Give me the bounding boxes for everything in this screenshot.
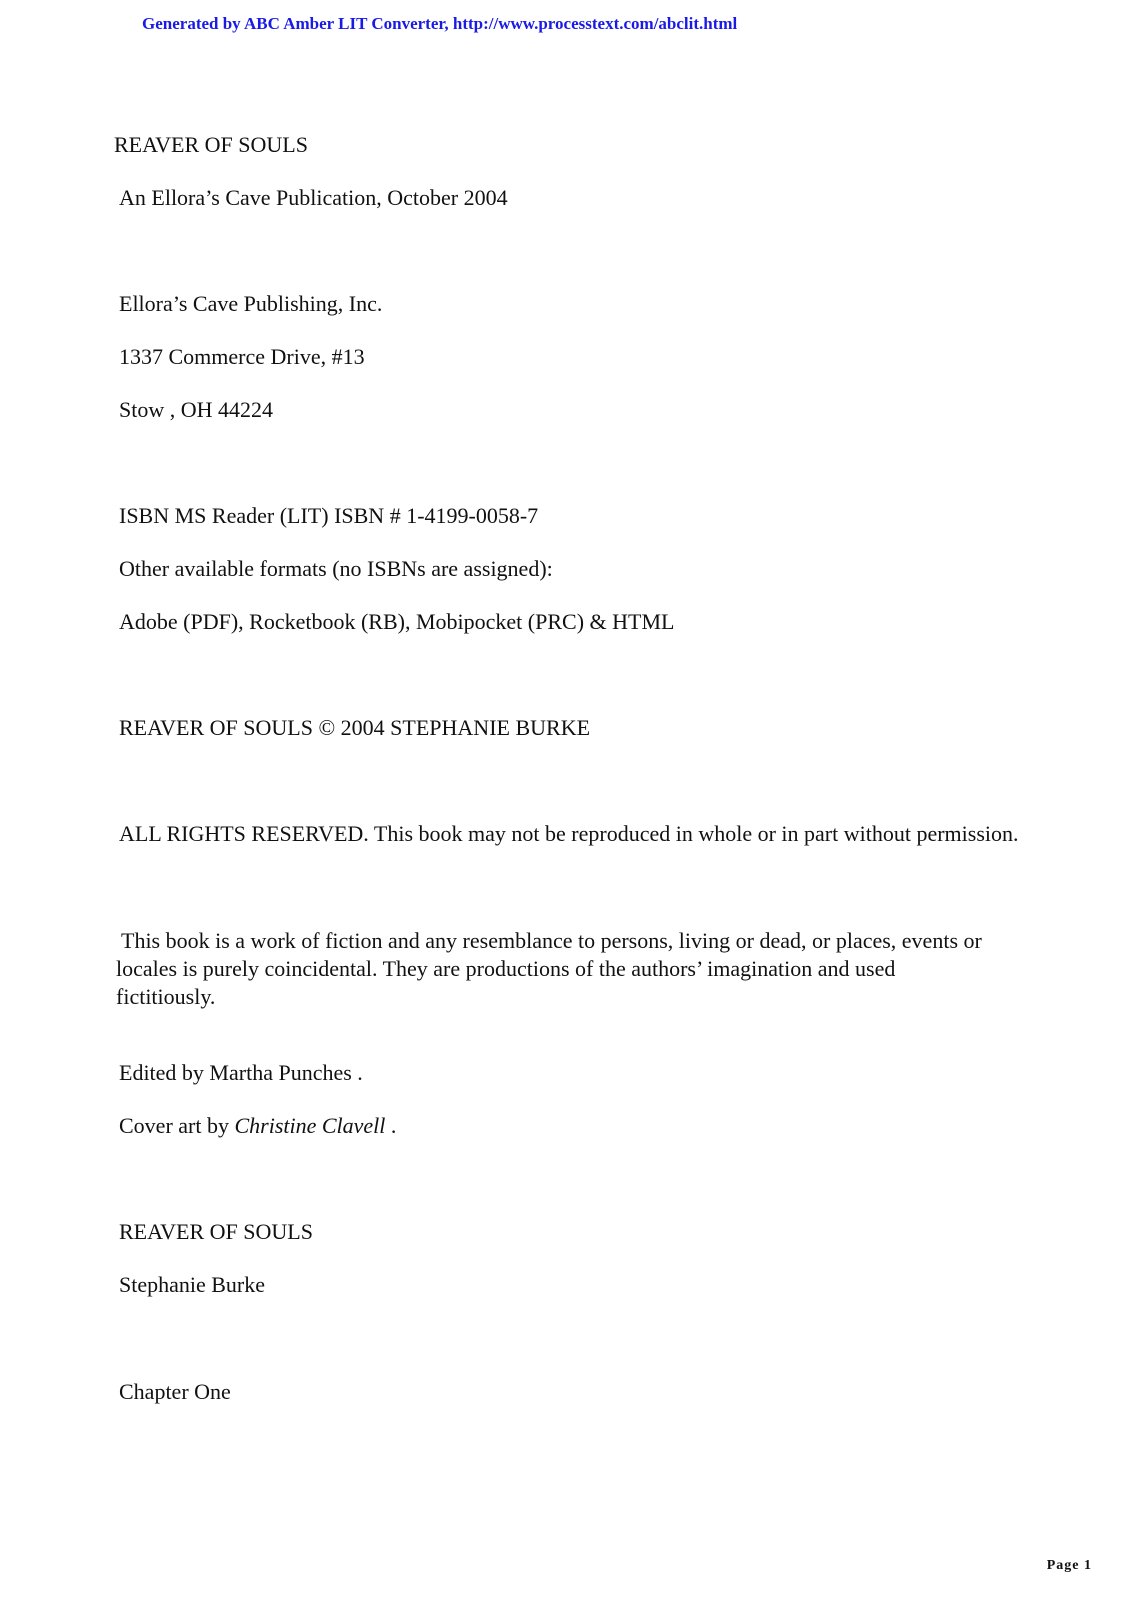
disclaimer-line-1: This book is a work of fiction and any resemblance to persons, living or dead, or places, events or [121, 928, 982, 953]
author-name: Stephanie Burke [119, 1272, 266, 1297]
chapter-heading: Chapter One [119, 1379, 231, 1404]
fiction-disclaimer [116, 927, 996, 1011]
publisher-address-street: 1337 Commerce Drive, #13 [119, 344, 365, 369]
publisher-name: Ellora’s Cave Publishing, Inc. [119, 291, 383, 316]
cover-art-credit [119, 1112, 396, 1140]
editor-credit: Edited by Martha Punches . [119, 1060, 363, 1085]
cover-art-prefix: Cover art by [119, 1113, 235, 1138]
book-title: REAVER OF SOULS [114, 132, 308, 157]
rights-reserved: ALL RIGHTS RESERVED. This book may not be reproduced in whole or in part without permission. [119, 821, 1019, 846]
other-formats-label: Other available formats (no ISBNs are assigned): [119, 556, 553, 581]
publisher-address-city: Stow , OH 44224 [119, 397, 274, 422]
copyright-line: REAVER OF SOULS © 2004 STEPHANIE BURKE [119, 715, 591, 740]
isbn-line: ISBN MS Reader (LIT) ISBN # 1-4199-0058-7 [119, 503, 539, 528]
book-title-repeat: REAVER OF SOULS [119, 1219, 313, 1244]
cover-artist-name: Christine Clavell [234, 1113, 386, 1138]
publication-line: An Ellora’s Cave Publication, October 2004 [119, 185, 508, 210]
generator-header: Generated by ABC Amber LIT Converter, http://www.processtext.com/abclit.html [142, 14, 738, 33]
other-formats-list: Adobe (PDF), Rocketbook (RB), Mobipocket (PRC) & HTML [119, 609, 675, 634]
page-number: Page 1 [1046, 1558, 1092, 1573]
cover-art-suffix: . [385, 1113, 397, 1138]
disclaimer-line-2: locales is purely coincidental. They are productions of the authors’ imagination and used fictitiously. [116, 956, 896, 1009]
